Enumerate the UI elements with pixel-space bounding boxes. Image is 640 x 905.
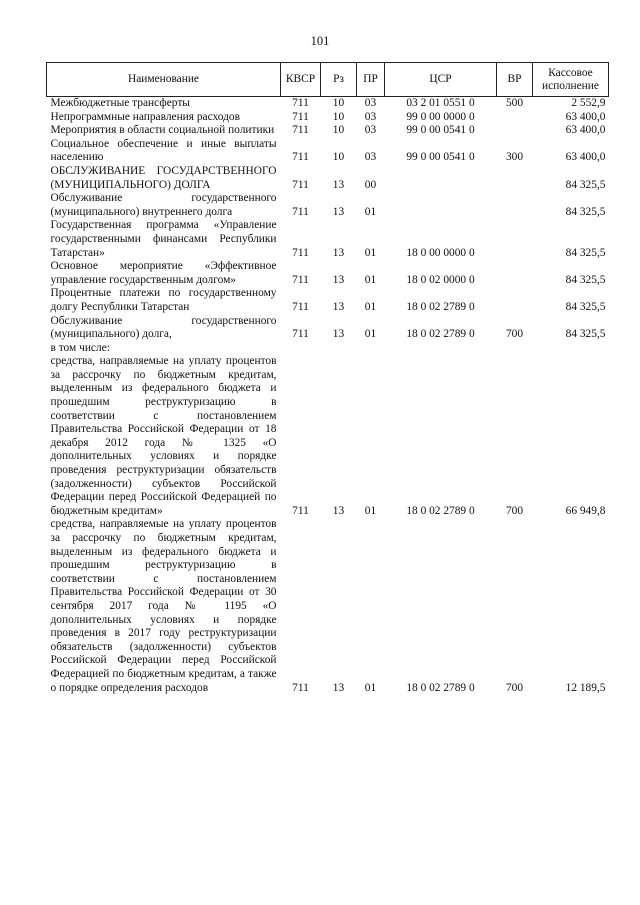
table-row: [47, 124, 609, 138]
amount-cell: 84 325,5: [565, 273, 606, 286]
vr-cell: [497, 124, 533, 138]
csr-cell: 18 0 00 0000 0: [406, 246, 475, 259]
vr-cell: 300: [505, 151, 524, 164]
table-row: [47, 315, 609, 342]
kvsr-cell: 711: [292, 300, 309, 313]
name-cell: Государственная программа «Управление государственными финансами Республики Татарстан»: [50, 219, 277, 259]
name-cell: Непрограммные направления расходов: [50, 110, 241, 123]
amount-cell: 84 325,5: [565, 300, 606, 313]
vr-cell: [497, 287, 533, 314]
amount-cell: 63 400,0: [565, 151, 606, 164]
table-row: [47, 192, 609, 219]
header-rz: Рз: [321, 63, 357, 97]
rz-cell: 10: [332, 110, 345, 123]
rz-cell: 13: [332, 178, 345, 191]
table-row: [47, 355, 609, 518]
vr-cell: [497, 111, 533, 125]
vr-cell: 700: [505, 328, 524, 341]
name-cell: Обслуживание государственного (муниципального) долга,: [50, 314, 277, 341]
page-number: 101: [310, 34, 330, 48]
csr-cell: 18 0 02 2789 0: [406, 300, 475, 313]
table-row: [47, 260, 609, 287]
csr-cell: 99 0 00 0541 0: [406, 151, 475, 164]
pr-cell: 03: [364, 124, 377, 137]
table-row: [47, 219, 609, 260]
header-csr: ЦСР: [385, 63, 497, 97]
table-header-row: [47, 63, 609, 97]
name-cell: Процентные платежи по государственному долгу Республики Татарстан: [50, 287, 277, 313]
pr-cell: 03: [364, 151, 377, 164]
vr-cell: [497, 192, 533, 219]
pr-cell: 03: [364, 110, 377, 123]
rz-cell: 10: [332, 124, 345, 137]
amount-cell: 84 325,5: [565, 205, 606, 218]
name-cell: ОБСЛУЖИВАНИЕ ГОСУДАРСТВЕННОГО (МУНИЦИПАЛЬНОГО) ДОЛГА: [50, 164, 277, 191]
name-cell: Межбюджетные трансферты: [50, 97, 190, 109]
csr-cell: 18 0 02 0000 0: [406, 273, 475, 286]
rz-cell: 13: [332, 681, 345, 694]
csr-cell: [385, 342, 497, 356]
pr-cell: 01: [364, 246, 377, 259]
pr-cell: 01: [364, 681, 377, 694]
kvsr-cell: 711: [292, 246, 309, 259]
kvsr-cell: 711: [292, 97, 309, 109]
table-body: [47, 97, 609, 696]
table-row: [47, 287, 609, 314]
rz-cell: 13: [332, 273, 345, 286]
name-cell: в том числе:: [50, 341, 110, 354]
csr-cell: 18 0 02 2789 0: [406, 681, 475, 694]
vr-cell: 500: [505, 97, 524, 109]
vr-cell: [497, 165, 533, 192]
table-row: [47, 97, 609, 111]
csr-cell: 03 2 01 0551 0: [406, 97, 475, 109]
budget-table: [46, 62, 609, 695]
rz-cell: [321, 342, 357, 356]
kvsr-cell: 711: [292, 504, 309, 517]
rz-cell: 10: [332, 97, 345, 109]
vr-cell: [497, 219, 533, 260]
header-vr: ВР: [497, 63, 533, 97]
kvsr-cell: [281, 342, 321, 356]
kvsr-cell: 711: [292, 124, 309, 137]
kvsr-cell: 711: [292, 178, 309, 191]
amount-cell: 84 325,5: [565, 328, 606, 341]
name-cell: Мероприятия в области социальной политики: [50, 124, 275, 137]
vr-cell: 700: [505, 681, 524, 694]
table-row: [47, 342, 609, 356]
amount-cell: 84 325,5: [565, 178, 606, 191]
amount-cell: 12 189,5: [565, 681, 606, 694]
vr-cell: 700: [505, 504, 524, 517]
csr-cell: 99 0 00 0541 0: [406, 124, 475, 137]
csr-cell: 18 0 02 2789 0: [406, 504, 475, 517]
kvsr-cell: 711: [292, 273, 309, 286]
rz-cell: 13: [332, 205, 345, 218]
csr-cell: [385, 165, 497, 192]
vr-cell: [497, 260, 533, 287]
rz-cell: 10: [332, 151, 345, 164]
header-kvsr: КВСР: [281, 63, 321, 97]
table-row: [47, 111, 609, 125]
amount-cell: [533, 342, 609, 356]
rz-cell: 13: [332, 328, 345, 341]
amount-cell: 66 949,8: [565, 504, 606, 517]
csr-cell: 99 0 00 0000 0: [406, 110, 475, 123]
name-cell: Обслуживание государственного (муниципального) внутреннего долга: [50, 192, 277, 218]
name-cell: Социальное обеспечение и иные выплаты населению: [50, 137, 277, 164]
amount-cell: 2 552,9: [571, 97, 606, 109]
vr-cell: [497, 342, 533, 356]
table-row: [47, 138, 609, 165]
table-row: [47, 518, 609, 695]
rz-cell: 13: [332, 504, 345, 517]
name-cell: средства, направляемые на уплату процентов за рассрочку по бюджетным кредитам, выделенным из федерального бюджета и прошедшим реструктуризацию в соответствии с постановлением Правительства Российской Федерации от 30 сентября 2017 года № 1195 «О дополнительных условиях и порядке проведения в 2017 году реструктуризации обязательств (задолженности) субъектов Российской Федерации перед Российской Федерацией по бюджетным кредитам, а также о порядке определения расходов: [50, 518, 277, 694]
rz-cell: 13: [332, 246, 345, 259]
header-pr: ПР: [357, 63, 385, 97]
kvsr-cell: 711: [292, 205, 309, 218]
header-name: Наименование: [47, 63, 281, 97]
amount-cell: 84 325,5: [565, 246, 606, 259]
amount-cell: 63 400,0: [565, 124, 606, 137]
pr-cell: 01: [364, 328, 377, 341]
csr-cell: [385, 192, 497, 219]
header-amount: Кассовое исполнение: [533, 63, 609, 97]
table-row: [47, 165, 609, 192]
pr-cell: 01: [364, 504, 377, 517]
amount-cell: 63 400,0: [565, 110, 606, 123]
pr-cell: 00: [364, 178, 377, 191]
pr-cell: 01: [364, 273, 377, 286]
pr-cell: 03: [364, 97, 377, 109]
pr-cell: 01: [364, 300, 377, 313]
name-cell: средства, направляемые на уплату процентов за рассрочку по бюджетным кредитам, выделенным из федерального бюджета и прошедшим реструктуризацию в соответствии с постановлением Правительства Российской Федерации от 18 декабря 2012 года № 1325 «О дополнительных условиях и порядке проведения реструктуризации обязательств (задолженности) субъектов Российской Федерации перед Российской Федерацией по бюджетным кредитам»: [50, 355, 277, 517]
pr-cell: 01: [364, 205, 377, 218]
name-cell: Основное мероприятие «Эффективное управление государственным долгом»: [50, 260, 277, 286]
kvsr-cell: 711: [292, 110, 309, 123]
kvsr-cell: 711: [292, 328, 309, 341]
pr-cell: [357, 342, 385, 356]
kvsr-cell: 711: [292, 151, 309, 164]
rz-cell: 13: [332, 300, 345, 313]
kvsr-cell: 711: [292, 681, 309, 694]
csr-cell: 18 0 02 2789 0: [406, 328, 475, 341]
